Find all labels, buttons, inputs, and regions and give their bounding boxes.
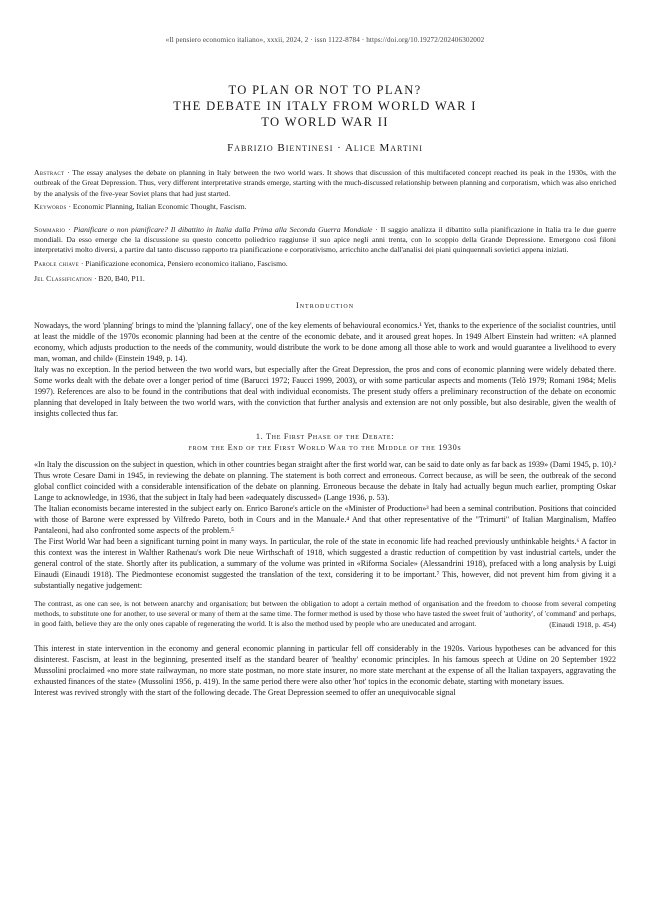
abstract-text: · The essay analyses the debate on planning in Italy between the two world wars. It shows that discussion of this multifaceted concept reached its peak in the 1930s, with the outbreak of the Great Depression. Thus, very different interpretative strands emerge, starting with the much-discussed relationship between planning and corporatism, which was also enriched by the analysis of the five-year Soviet plans that had just started. — [34, 168, 616, 198]
section-paragraph: The Italian economists became interested in the subject early on. Enrico Barone's article on the «Minister of Production»³ had been a seminal contribution. Positions that coincided with those of Barone were expressed by Vilfredo Pareto, both in Cours and in the Manuale.⁴ And that other representative of the "Trimurti" of Italian Marginalism, Maffeo Pantaleoni, had also confronted some aspects of the problem.⁵ — [34, 503, 616, 535]
section-paragraph: Interest was revived strongly with the start of the following decade. The Great Depression seemed to offer an unequivocable signal — [34, 687, 456, 697]
section-paragraph: This interest in state intervention in the economy and general economic planning in particular fell off considerably in the 1920s. Various hypotheses can be advanced for this disinterest. Fascism, at least in the beginning, presented itself as the standard bearer of 'healthy' economic principles. In his famous speech at Udine on 20 September 1922 Mussolini proclaimed «no more state railwayman, no more state postman, no more state insurer, no more state merchant at the expense of all the Italian taxpayers, aggravating the exhausted finances of the state» (Mussolini 1956, p. 419). In the same period there were also other 'hot' topics in the economic debate, starting with monetary issues. — [34, 643, 616, 686]
section-paragraph: «In Italy the discussion on the subject in question, which in other countries began straight after the first world war, can be said to date only as far back as 1939» (Dami 1945, p. 10).² Thus wrote Cesare Dami in 1945, in reviewing the debate on planning. The statement is both correct and erroneous. Correct because, as will be seen, the outbreak of the second global conflict coincided with a considerable intensification of the debate on planning. Erroneous because the debate in Italy had actually begun much earlier, prompting Oskar Lange to acknowledge, in 1936, that the subject in Italy had been «adequately discussed» (Lange 1936, p. 53). — [34, 459, 616, 502]
title-line-3: TO WORLD WAR II — [261, 115, 389, 129]
jel-label: Jel Classification — [34, 274, 93, 284]
paper-title — [34, 82, 616, 130]
title-line-1: TO PLAN OR NOT TO PLAN? — [228, 83, 422, 97]
intro-paragraph: Nowadays, the word 'planning' brings to mind the 'planning fallacy', one of the key elements of behavioural economics.¹ Yet, thanks to the experience of the socialist countries, until at least the middle of the 1970s economic planning had been at the centre of the economic debate, and it aroused great hopes. In 1949 Albert Einstein had written: «A planned economy, which adjusts production to the needs of the community, would distribute the work to be done among all those able to work and would guarantee a livelihood to every man, woman, and child» (Einstein 1949, p. 14). — [34, 320, 616, 363]
sommario-title: Pianificare o non pianificare? Il dibattito in Italia dalla Prima alla Seconda Guerra Mondiale — [73, 224, 373, 234]
jel-classification — [34, 274, 616, 284]
block-quote — [34, 599, 616, 629]
introduction-heading: Introduction — [295, 300, 355, 310]
authors: Fabrizio Bientinesi · Alice Martini — [227, 142, 423, 154]
sommario-text: · Il saggio analizza il dibattito sulla pianificazione in Italia tra le due guerre mondiali. Da esso emerge che la discussione su questo concetto poliedrico raggiunse il suo apice negli anni trenta, con lo scoppio della Grande Depressione. Emergono così filoni interpretativi molto diversi, a partire dal tanto discusso rapporto tra pianificazione e corporativismo, arricchito anche dall'analisi dei piani quinquennali sovietici appena iniziati. — [34, 224, 617, 255]
title-line-2: THE DEBATE IN ITALY FROM WORLD WAR I — [173, 99, 477, 113]
keywords-text: · Economic Planning, Italian Economic Thought, Fascism. — [66, 202, 247, 212]
journal-header: «Il pensiero economico italiano», xxxii, 2024, 2 · issn 1122-8784 · https://doi.org/10.19272/202406302002 — [165, 36, 485, 44]
sommario: Sommario · Pianificare o non pianificare? Il dibattito in Italia dalla Prima alla Seconda Guerra Mondiale · Il saggio analizza il dibattito sulla pianificazione in Italia tra le due guerre mondiali. Da esso emerge che la discussione su questo concetto poliedrico raggiunse il suo apice negli anni trenta, con lo scoppio della Grande Depressione. Emergono così filoni interpretativi molto diversi, a partire dal tanto discusso rapporto tra pianificazione e corporativismo, arricchito anche dall'analisi dei piani quinquennali sovietici appena iniziati. — [34, 224, 617, 255]
quote-citation: (Einaudi 1918, p. 454) — [549, 619, 616, 629]
keywords-label: Keywords — [34, 202, 67, 212]
section-1-subtitle: from the End of the First World War to the Middle of the 1930s — [188, 442, 462, 452]
parole-text: · Pianificazione economica, Pensiero economico italiano, Fascismo. — [78, 258, 288, 268]
section-paragraph: The First World War had been a significant turning point in many ways. In particular, the role of the state in economic life had reached previously unthinkable heights.⁶ A factor in this context was the interest in Walther Rathenau's work Die neue Wirthschaft of 1918, which suggested a drastic reduction of competition by vast industrial cartels, under the general control of the state. Shortly after its publication, a summary of the volume was printed in «Riforma Sociale» (Alessandrini 1918), prefaced with a long analysis by Luigi Einaudi (Einaudi 1918). The Piedmontese economist suggested the translation of the text, considering it to be important.⁷ This, however, did not prevent him from giving it a substantially negative judgement: — [34, 536, 616, 590]
quote-text: The contrast, as one can see, is not between anarchy and organisation; but between the obligation to adopt a certain method of organisation and the freedom to choose from several competing methods, to substitute one for another, to use several or many of them at the same time. The former method is used by those who have tasted the sweet fruit of 'authority', of 'command' and perhaps, in good faith, believe they are the only ones capable of regenerating the world. It is also the method used by people who are uneducated and arrogant. — [34, 598, 616, 628]
jel-text: · B20, B40, P11. — [92, 274, 145, 284]
parole-chiave — [34, 259, 616, 269]
abstract — [34, 168, 616, 199]
parole-label: Parole chiave — [34, 258, 79, 268]
section-1-continued — [34, 643, 616, 698]
section-1-heading — [34, 431, 616, 453]
abstract-label: Abstract — [34, 168, 65, 177]
section-1-body — [34, 459, 616, 591]
paper-page — [34, 0, 616, 698]
keywords — [34, 202, 616, 212]
intro-paragraph: Italy was no exception. In the period between the two world wars, but especially after the Great Depression, the pros and cons of economic planning were widely debated there. Some works dealt with the debate over a longer period of time (Barucci 1972; Faucci 1999, 2003), or with some particular aspects and moments (Telò 1979; Romani 1984; Melis 1997). References are also to be found in the contributions that deal with individual economists. The present study offers a preliminary reconstruction of the debate on economic planning that developed in Italy between the two world wars, with the conviction that further analysis and extension are not only possible, but also desirable, given the wealth of insights collected thus far. — [34, 364, 616, 418]
sommario-label: Sommario — [34, 224, 66, 234]
introduction-body — [34, 320, 616, 419]
section-1-title: 1. The First Phase of the Debate: — [255, 431, 395, 441]
